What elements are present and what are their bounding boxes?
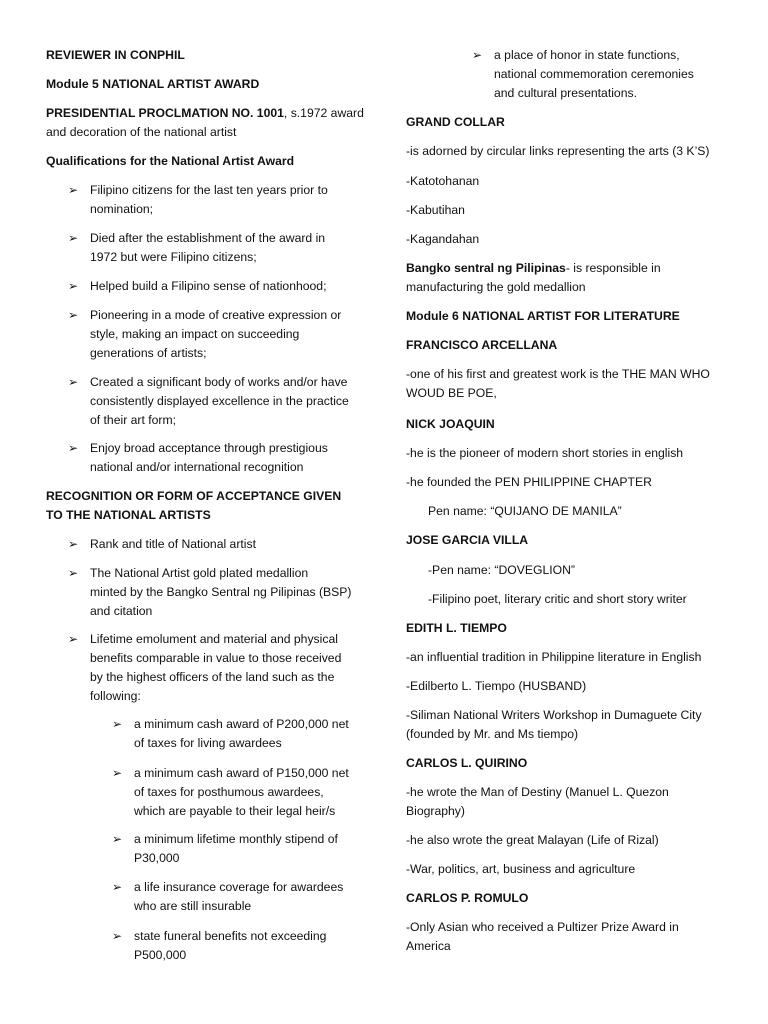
- recognition-line: Lifetime emolument and material and physical: [90, 632, 338, 646]
- arrow-bullet-icon: ➢: [112, 766, 123, 780]
- bsp-line1: [406, 259, 661, 278]
- qualification-line: generations of artists;: [90, 346, 207, 360]
- proclamation-line1: [46, 104, 364, 123]
- arcellana-heading: FRANCISCO ARCELLANA: [406, 338, 558, 352]
- qualification-line: 1972 but were Filipino citizens;: [90, 250, 257, 264]
- arcellana-line2: WOUD BE POE,: [406, 386, 497, 400]
- module6-heading: Module 6 NATIONAL ARTIST FOR LITERATURE: [406, 309, 680, 323]
- arrow-bullet-icon: ➢: [68, 183, 79, 197]
- joaquin-heading: NICK JOAQUIN: [406, 417, 495, 431]
- villa-pen-name: -Pen name: “DOVEGLION”: [428, 563, 575, 577]
- benefit-line: a minimum lifetime monthly stipend of: [134, 832, 338, 846]
- benefit-line: a life insurance coverage for awardees: [134, 880, 344, 894]
- module5-heading: Module 5 NATIONAL ARTIST AWARD: [46, 77, 260, 91]
- recognition-line: following:: [90, 689, 141, 703]
- recognition-line: The National Artist gold plated medallion: [90, 566, 309, 580]
- arrow-bullet-icon: ➢: [68, 441, 79, 455]
- quirino-fact1-line2: Biography): [406, 804, 465, 818]
- qualification-line: Pioneering in a mode of creative expression or: [90, 308, 342, 322]
- arrow-bullet-icon: ➢: [112, 880, 123, 894]
- qualification-line: Died after the establishment of the award in: [90, 231, 326, 245]
- joaquin-fact1: -he is the pioneer of modern short stories in english: [406, 446, 684, 460]
- proclamation-title: PRESIDENTIAL PROCLMATION NO. 1001: [46, 106, 284, 120]
- quirino-fact2: -he also wrote the great Malayan (Life of Rizal): [406, 833, 659, 847]
- arrow-bullet-icon: ➢: [68, 375, 79, 389]
- recognition-line: benefits comparable in value to those received: [90, 651, 342, 665]
- arrow-bullet-icon: ➢: [68, 308, 79, 322]
- k-katotohanan: -Katotohanan: [406, 174, 480, 188]
- benefit-line: P30,000: [134, 851, 180, 865]
- arrow-bullet-icon: ➢: [68, 279, 79, 293]
- collar-description: -is adorned by circular links representing the arts (3 K’S): [406, 144, 710, 158]
- romulo-fact-line2: America: [406, 939, 451, 953]
- benefit-line: of taxes for posthumous awardees,: [134, 785, 324, 799]
- k-kabutihan: -Kabutihan: [406, 203, 465, 217]
- benefit-line: which are payable to their legal heir/s: [134, 804, 336, 818]
- joaquin-fact2: -he founded the PEN PHILIPPINE CHAPTER: [406, 475, 652, 489]
- recognition-line: by the highest officers of the land such as the: [90, 670, 335, 684]
- benefit-line: state funeral benefits not exceeding: [134, 929, 327, 943]
- bsp-line2: manufacturing the gold medallion: [406, 280, 586, 294]
- benefit-line: P500,000: [134, 948, 187, 962]
- recognition-line: Rank and title of National artist: [90, 537, 256, 551]
- arrow-bullet-icon: ➢: [112, 717, 123, 731]
- qualification-line: of their art form;: [90, 413, 177, 427]
- arrow-bullet-icon: ➢: [68, 632, 79, 646]
- tiempo-fact3-line1: -Siliman National Writers Workshop in Dumaguete City: [406, 708, 702, 722]
- quirino-fact3: -War, politics, art, business and agriculture: [406, 862, 636, 876]
- honor-line: and cultural presentations.: [494, 86, 637, 100]
- grand-collar-heading: GRAND COLLAR: [406, 115, 505, 129]
- joaquin-pen-name: Pen name: “QUIJANO DE MANILA”: [428, 504, 622, 518]
- benefit-line: a minimum cash award of P150,000 net: [134, 766, 349, 780]
- arrow-bullet-icon: ➢: [68, 231, 79, 245]
- tiempo-fact2: -Edilberto L. Tiempo (HUSBAND): [406, 679, 587, 693]
- qualification-line: Helped build a Filipino sense of nationhood;: [90, 279, 327, 293]
- recognition-line: minted by the Bangko Sentral ng Pilipinas (BSP): [90, 585, 352, 599]
- recognition-heading-line2: TO THE NATIONAL ARTISTS: [46, 508, 211, 522]
- arrow-bullet-icon: ➢: [68, 537, 79, 551]
- villa-description: -Filipino poet, literary critic and short story writer: [428, 592, 687, 606]
- quirino-heading: CARLOS L. QUIRINO: [406, 756, 528, 770]
- honor-line: a place of honor in state functions,: [494, 48, 680, 62]
- qualification-line: national and/or international recognition: [90, 460, 304, 474]
- qualification-line: nomination;: [90, 202, 154, 216]
- qualification-line: Created a significant body of works and/or have: [90, 375, 348, 389]
- romulo-heading: CARLOS P. ROMULO: [406, 891, 529, 905]
- romulo-fact-line1: -Only Asian who received a Pultizer Prize Award in: [406, 920, 679, 934]
- recognition-heading-line1: RECOGNITION OR FORM OF ACCEPTANCE GIVEN: [46, 489, 342, 503]
- benefit-line: who are still insurable: [134, 899, 252, 913]
- quirino-fact1-line1: -he wrote the Man of Destiny (Manuel L. Quezon: [406, 785, 669, 799]
- honor-line: national commemoration ceremonies: [494, 67, 694, 81]
- proclamation-line2: and decoration of the national artist: [46, 125, 237, 139]
- arrow-bullet-icon: ➢: [68, 566, 79, 580]
- k-kagandahan: -Kagandahan: [406, 232, 480, 246]
- arrow-bullet-icon: ➢: [472, 48, 483, 62]
- tiempo-fact3-line2: (founded by Mr. and Ms tiempo): [406, 727, 579, 741]
- villa-heading: JOSE GARCIA VILLA: [406, 533, 529, 547]
- tiempo-heading: EDITH L. TIEMPO: [406, 621, 507, 635]
- tiempo-fact1: -an influential tradition in Philippine literature in English: [406, 650, 702, 664]
- arrow-bullet-icon: ➢: [112, 832, 123, 846]
- arrow-bullet-icon: ➢: [112, 929, 123, 943]
- qualification-line: Filipino citizens for the last ten years prior to: [90, 183, 328, 197]
- benefit-line: a minimum cash award of P200,000 net: [134, 717, 349, 731]
- bsp-name: Bangko sentral ng Pilipinas: [406, 261, 566, 275]
- arcellana-line1: -one of his first and greatest work is the THE MAN WHO: [406, 367, 710, 381]
- qualifications-heading: Qualifications for the National Artist Award: [46, 154, 295, 168]
- document-title: REVIEWER IN CONPHIL: [46, 48, 185, 62]
- qualification-line: style, making an impact on succeeding: [90, 327, 300, 341]
- qualification-line: consistently displayed excellence in the practice: [90, 394, 349, 408]
- recognition-line: and citation: [90, 604, 153, 618]
- qualification-line: Enjoy broad acceptance through prestigious: [90, 441, 328, 455]
- bsp-rest: - is responsible in: [565, 261, 661, 275]
- proclamation-rest: , s.1972 award: [283, 106, 364, 120]
- benefit-line: of taxes for living awardees: [134, 736, 282, 750]
